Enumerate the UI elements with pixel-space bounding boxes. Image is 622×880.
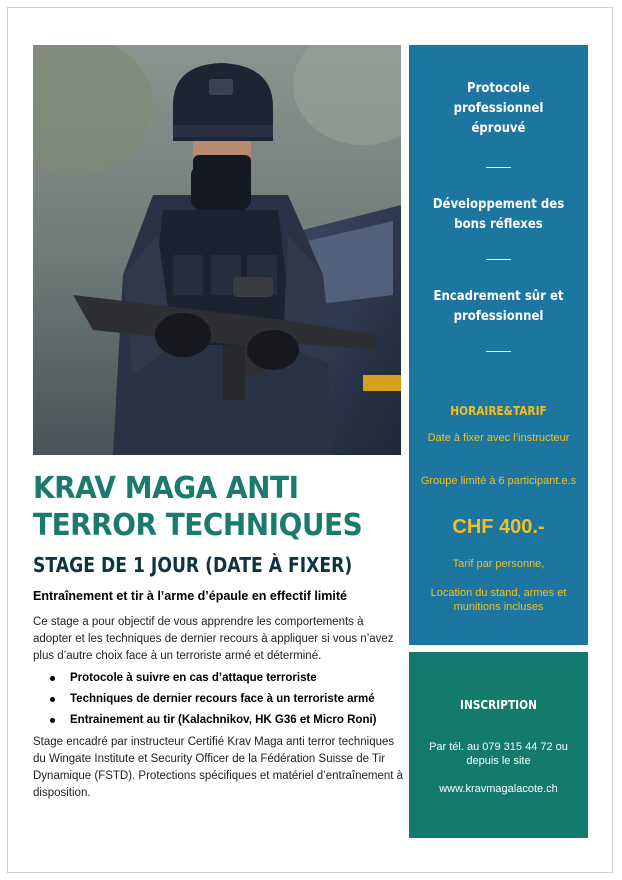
schedule-heading: HORAIRE&TARIF xyxy=(450,404,547,418)
outro-paragraph: Stage encadré par instructeur Certifié Krav Maga anti terror techniques du Wingate Institute et Security Officer de la Fédération Suisse de Tir Dynamique (FSTD). Protections spécifiques et matériel d’entraînement à disposition. xyxy=(33,736,404,799)
divider xyxy=(486,167,511,168)
intro-paragraph: Ce stage a pour objectif de vous apprendre les comportements à adopter et les techniques de dernier recours à appliquer si vous n’avez plus d’autre choix face à un terroriste armé et déterminé. xyxy=(33,616,394,662)
includes-text: Location du stand, armes et munitions incluses xyxy=(430,587,567,613)
inscription-panel xyxy=(409,652,588,838)
date-text: Date à fixer avec l’instructeur xyxy=(427,432,570,444)
list-item: Entrainement au tir (Kalachnikov, HK G36 et Micro Roni) xyxy=(50,710,410,731)
group-text: Groupe limité à 6 participant.e.s xyxy=(420,475,577,487)
divider xyxy=(486,259,511,260)
inscription-heading: INSCRIPTION xyxy=(460,698,537,712)
list-item: Techniques de dernier recours face à un terroriste armé xyxy=(50,689,410,710)
phone-text: Par tél. au 079 315 44 72 ou depuis le site xyxy=(429,741,568,767)
bullet-list xyxy=(50,668,410,731)
hero-photo xyxy=(33,45,401,455)
price-note: Tarif par personne, xyxy=(452,558,545,570)
price: CHF 400.- xyxy=(452,516,545,538)
main-title xyxy=(33,470,377,544)
subtitle: STAGE DE 1 JOUR (DATE À FIXER) xyxy=(33,553,353,577)
main-title-line-1: KRAV MAGA ANTI xyxy=(33,471,299,506)
divider xyxy=(486,351,511,352)
feature-supervision: Encadrement sûr et professionnel xyxy=(433,289,564,324)
website-link[interactable]: www.kravmagalacote.ch xyxy=(439,783,558,795)
lead-text: Entraînement et tir à l’arme d’épaule en effectif limité xyxy=(33,589,347,603)
feature-protocol: Protocole professionnel éprouvé xyxy=(453,81,544,136)
main-title-line-2: TERROR TECHNIQUES xyxy=(33,508,363,543)
feature-reflexes: Développement des bons réflexes xyxy=(432,197,565,232)
list-item: Protocole à suivre en cas d’attaque terroriste xyxy=(50,668,410,689)
features-panel xyxy=(409,45,588,645)
